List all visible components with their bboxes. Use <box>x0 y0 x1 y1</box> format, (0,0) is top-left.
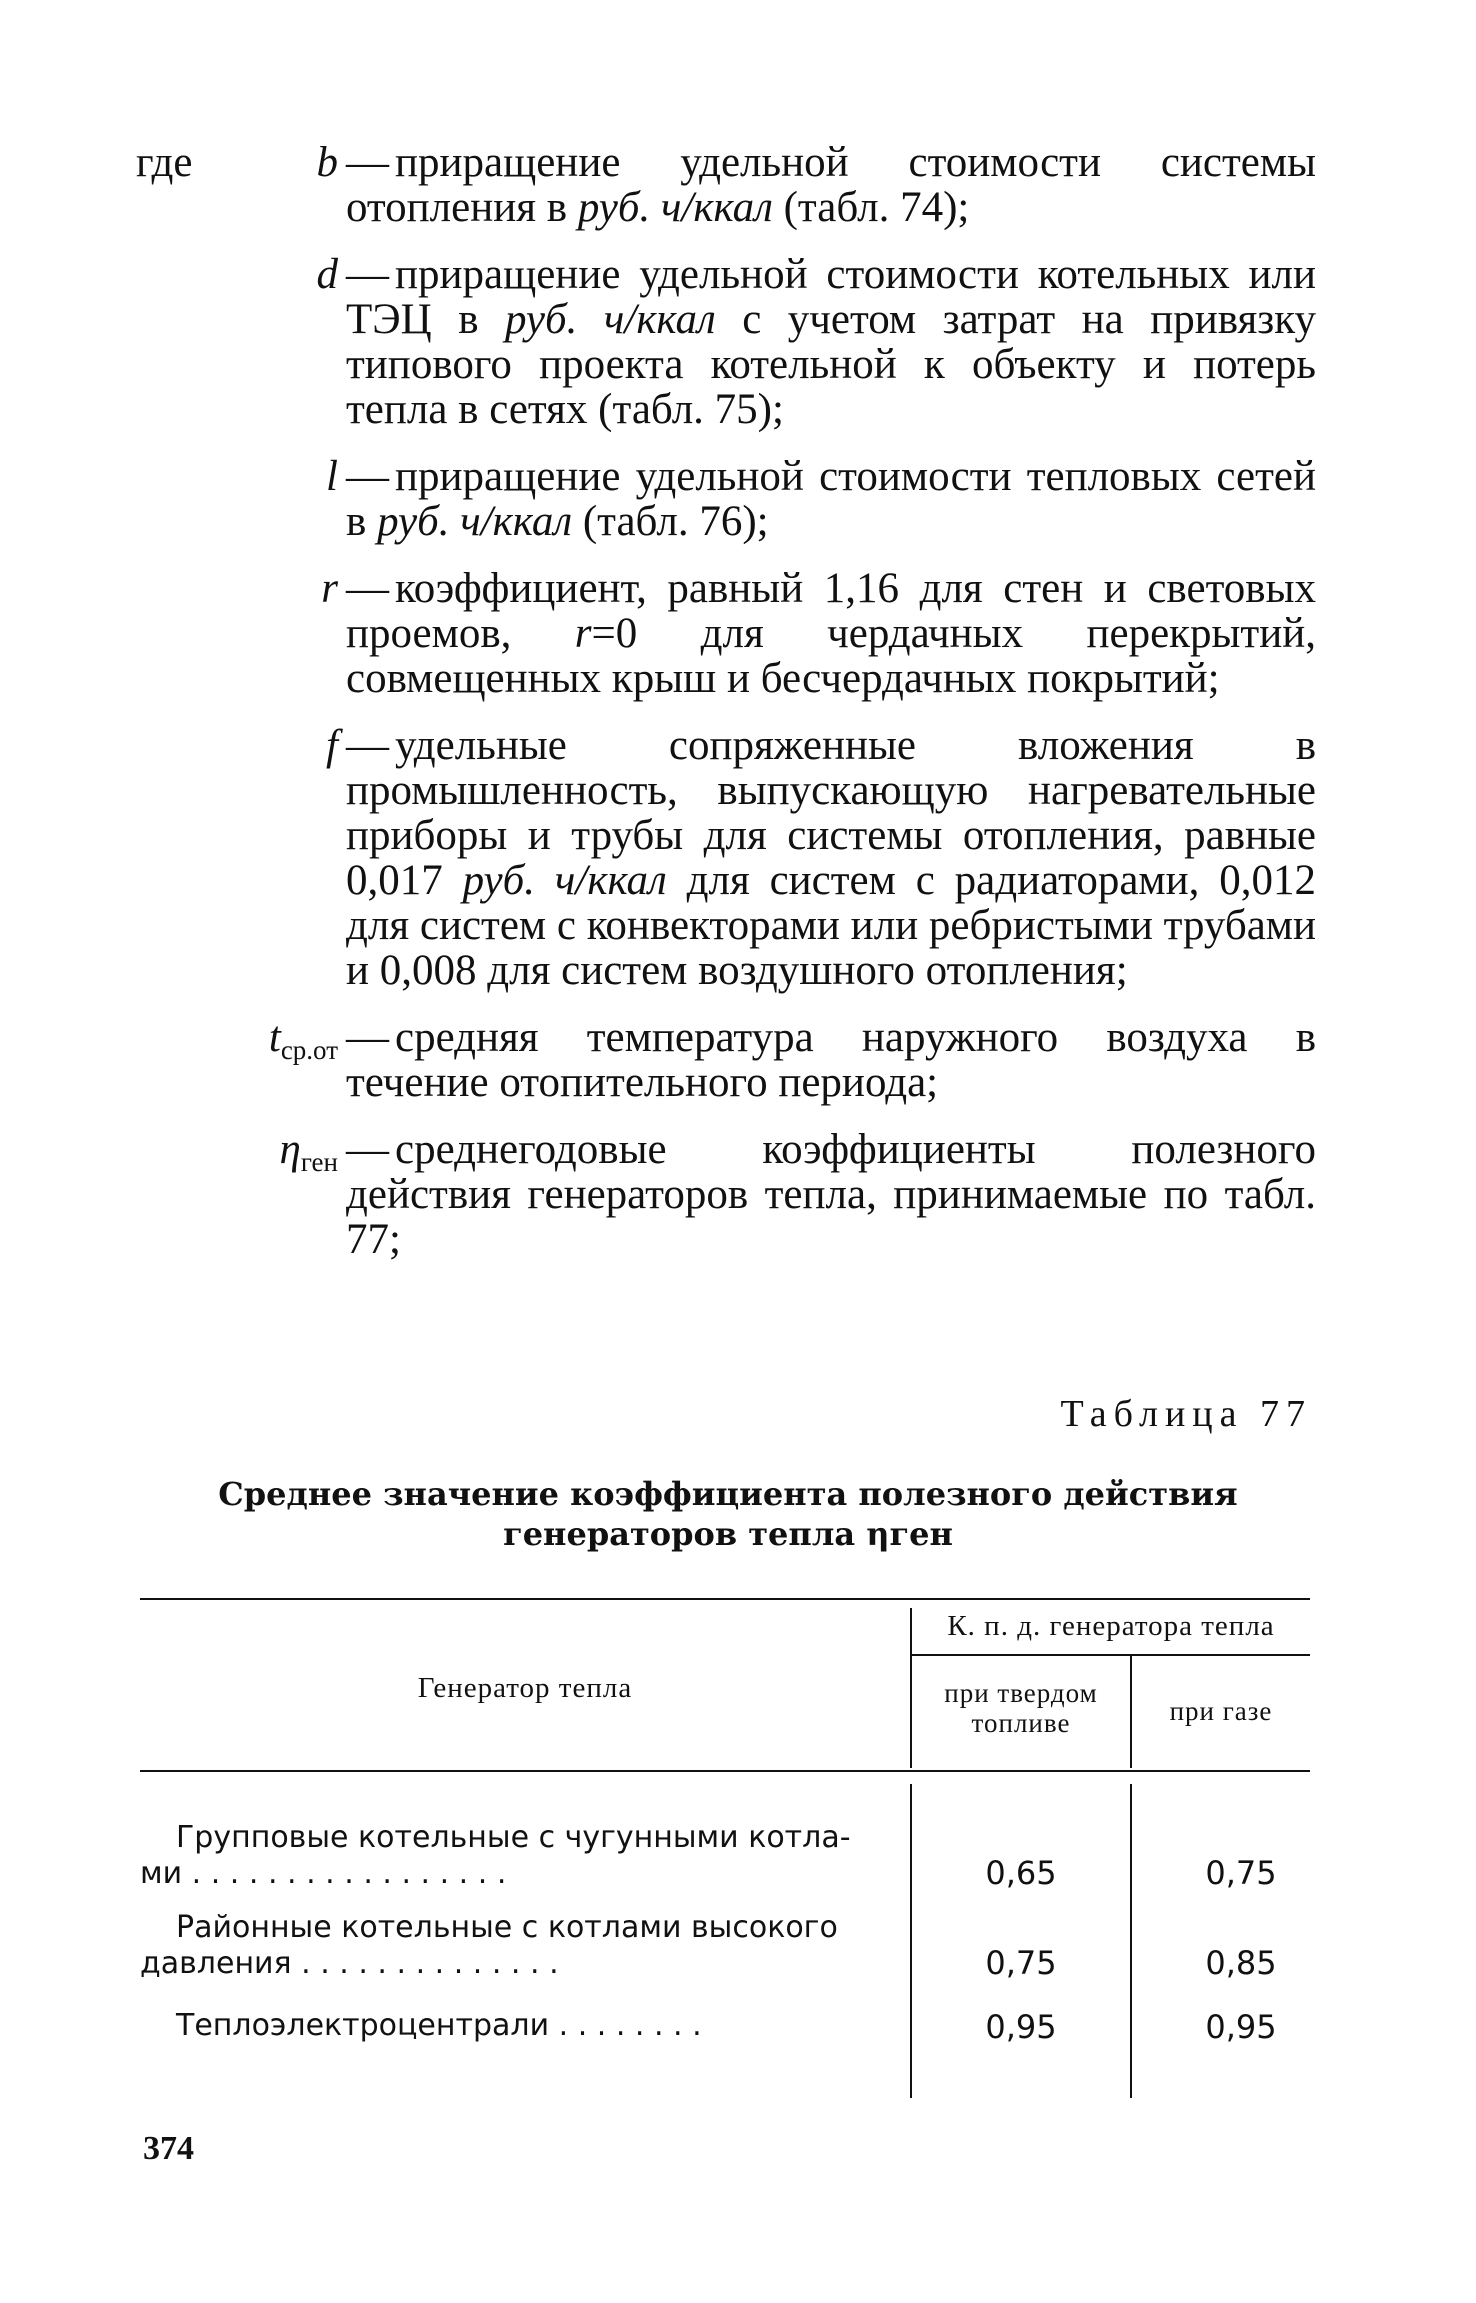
definition-item <box>136 1127 1316 1262</box>
symbol-main: η <box>279 1126 301 1173</box>
definition-lead <box>136 1015 236 1105</box>
definition-text-part: для систем с радиаторами, 0,012 для систем с конвекторами или ребристыми трубами и 0,008 для систем воздушного отопления; <box>346 857 1317 994</box>
definitions-list <box>136 140 1316 1284</box>
em-dash: — <box>346 1014 389 1061</box>
row-value-gas: 0,85 <box>1205 1944 1277 1982</box>
definition-item <box>136 566 1316 701</box>
table-header-rule <box>140 1770 1310 1772</box>
header-gas: при газе <box>1169 1696 1273 1726</box>
definition-lead: где <box>136 139 193 186</box>
definition-item <box>136 1015 1316 1105</box>
definition-text <box>346 252 1316 432</box>
header-solid-fuel: при твердом топливе <box>944 1678 1098 1738</box>
definition-lead <box>136 566 236 701</box>
definition-text-part: =0 для чердачных перекрытий, совмещенных крыш и бесчердачных покрытий; <box>346 610 1316 702</box>
definition-symbol <box>236 454 346 544</box>
definition-item <box>136 140 1316 230</box>
table-vrule <box>910 1784 912 2098</box>
table-title-line-2: генераторов тепла ηген <box>503 1515 953 1553</box>
symbol-main: d <box>316 251 338 298</box>
definition-text-part: приращение удельной стоимости системы отопления в <box>346 139 1316 231</box>
definition-symbol <box>236 1127 346 1262</box>
definition-italic-part: руб. ч/ккал <box>377 498 573 545</box>
em-dash: — <box>346 565 389 612</box>
definition-text <box>346 723 1316 993</box>
table-title <box>140 1474 1316 1554</box>
definition-text <box>346 566 1316 701</box>
header-kpd: К. п. д. генератора тепла <box>947 1610 1275 1642</box>
row-generator-name <box>140 2008 900 2044</box>
em-dash: — <box>346 722 389 769</box>
table-label: Таблица 77 <box>1060 1393 1312 1435</box>
definition-lead <box>136 1127 236 1262</box>
symbol-main: t <box>268 1014 281 1061</box>
definition-symbol <box>236 1015 346 1105</box>
definition-italic-part: руб. ч/ккал <box>462 857 667 904</box>
definition-item <box>136 252 1316 432</box>
symbol-subscript: ген <box>300 1147 338 1177</box>
definition-italic-part: руб. ч/ккал <box>504 296 716 343</box>
em-dash: — <box>346 251 389 298</box>
definition-text-part: (табл. 76); <box>572 498 769 545</box>
row-name-line: Районные котельные с котлами высокого <box>176 1910 838 1945</box>
efficiency-table <box>140 1598 1310 2098</box>
definition-text-part: удельные сопряженные вложения в промышленность, выпускающую нагревательные приборы и трубы для системы отопления, равные 0,017 <box>346 722 1316 904</box>
page-number: 374 <box>143 2130 194 2167</box>
table-top-rule <box>140 1598 1310 1600</box>
definition-text-part: приращение удельной стоимости котельных или ТЭЦ в <box>346 251 1316 343</box>
definition-text-part: среднегодовые коэффициенты полезного действия генераторов тепла, принимаемые по табл. 77; <box>346 1126 1316 1263</box>
row-value-gas: 0,75 <box>1205 1854 1277 1892</box>
definition-text-part: с учетом затрат на привязку типового проекта котельной к объекту и потерь тепла в сетях (табл. 75); <box>346 296 1317 433</box>
definition-italic-part: руб. ч/ккал <box>577 184 773 231</box>
definition-text <box>346 1015 1316 1105</box>
table-vrule <box>1130 1784 1132 2098</box>
definition-item <box>136 454 1316 544</box>
header-generator: Генератор тепла <box>417 1672 633 1704</box>
row-value-solid: 0,95 <box>985 2008 1057 2046</box>
row-generator-name <box>140 1820 900 1892</box>
row-value-solid: 0,75 <box>985 1944 1057 1982</box>
em-dash: — <box>346 1126 389 1173</box>
row-name-line: Теплоэлектроцентрали . . . . . . . . <box>176 2008 702 2043</box>
definition-symbol <box>236 252 346 432</box>
table-subheader-rule <box>910 1654 1310 1656</box>
symbol-main: b <box>316 139 338 186</box>
definition-lead <box>136 723 236 993</box>
definition-text <box>346 1127 1316 1262</box>
definition-text-part: коэффициент, равный 1,16 для стен и световых проемов, <box>346 565 1316 657</box>
row-generator-name <box>140 1910 900 1982</box>
symbol-main: f <box>326 722 338 769</box>
row-name-line: ми . . . . . . . . . . . . . . . . . <box>140 1856 507 1891</box>
definition-text <box>346 454 1316 544</box>
definition-lead <box>136 454 236 544</box>
definition-text-part: средняя температура наружного воздуха в течение отопительного периода; <box>346 1014 1316 1106</box>
table-title-line-1: Среднее значение коэффициента полезного действия <box>218 1475 1238 1513</box>
definition-italic-part: r <box>574 610 592 657</box>
definition-text-part: (табл. 74); <box>772 184 970 231</box>
definition-symbol <box>236 566 346 701</box>
em-dash: — <box>346 139 389 186</box>
definition-symbol <box>236 723 346 993</box>
em-dash: — <box>346 453 389 500</box>
row-name-line: давления . . . . . . . . . . . . . . <box>140 1946 559 1981</box>
symbol-main: l <box>326 453 338 500</box>
row-value-gas: 0,95 <box>1205 2008 1277 2046</box>
symbol-subscript: ср.от <box>280 1035 338 1065</box>
definition-item <box>136 723 1316 993</box>
definition-text-part: приращение удельной стоимости тепловых сетей в <box>346 453 1316 545</box>
definition-text <box>346 140 1316 230</box>
definition-symbol <box>236 140 346 230</box>
row-value-solid: 0,65 <box>985 1854 1057 1892</box>
symbol-main: r <box>321 565 338 612</box>
definition-lead <box>136 252 236 432</box>
row-name-line: Групповые котельные с чугунными котла- <box>176 1820 851 1855</box>
